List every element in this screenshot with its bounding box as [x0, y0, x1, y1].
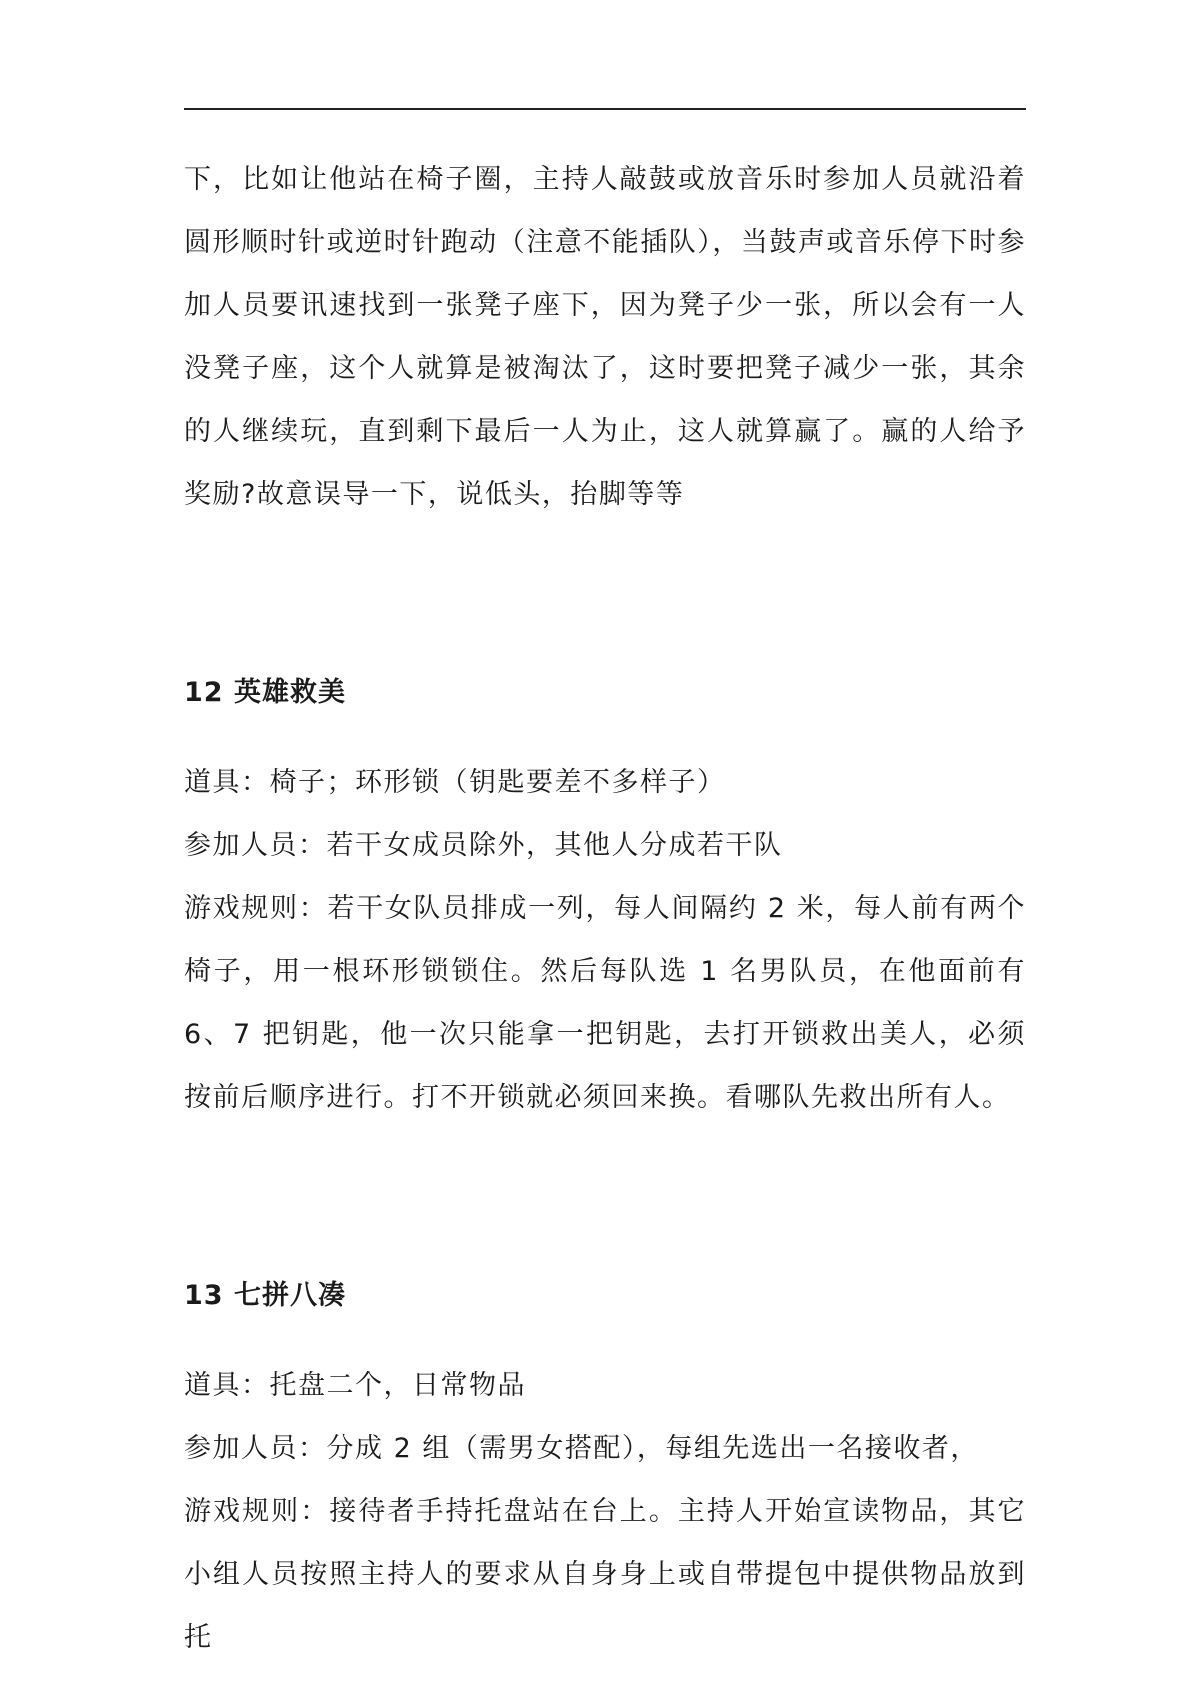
section-12 [184, 661, 1026, 1129]
participants-line: 参加人员：分成 2 组（需男女搭配），每组先选出一名接收者， [184, 1433, 979, 1464]
continued-paragraph: 下，比如让他站在椅子圈，主持人敲鼓或放音乐时参加人员就沿着圆形顺时针或逆时针跑动（注意不能插队），当鼓声或音乐停下时参加人员要讯速找到一张凳子座下，因为凳子少一张，所以会有一人没凳子座，这个人就算是被淘汰了，这时要把凳子减少一张，其余的人继续玩，直到剩下最后一人为止，这人就算赢了。赢的人给予奖励?故意误导一下，说低头，抬脚等等 [184, 164, 1026, 510]
section-title: 12 英雄救美 [184, 677, 346, 708]
header-rule [184, 108, 1026, 110]
rules-paragraph: 游戏规则：若干女队员排成一列，每人间隔约 2 米，每人前有两个椅子，用一根环形锁锁住。然后每队选 1 名男队员，在他面前有 6、7 把钥匙，他一次只能拿一把钥匙，去打开锁救出美人，必须按前后顺序进行。打不开锁就必须回来换。看哪队先救出所有人。 [184, 893, 1026, 1113]
rules-paragraph: 游戏规则：接待者手持托盘站在台上。主持人开始宣读物品，其它小组人员按照主持人的要求从自身身上或自带提包中提供物品放到托 [184, 1496, 1026, 1653]
section-title: 13 七拼八凑 [184, 1280, 346, 1311]
props-line: 道具：托盘二个，日常物品 [184, 1370, 526, 1401]
section-13 [184, 1264, 1026, 1669]
document-body [184, 148, 1026, 1669]
participants-line: 参加人员：若干女成员除外，其他人分成若干队 [184, 830, 783, 861]
props-line: 道具：椅子；环形锁（钥匙要差不多样子） [184, 767, 726, 798]
